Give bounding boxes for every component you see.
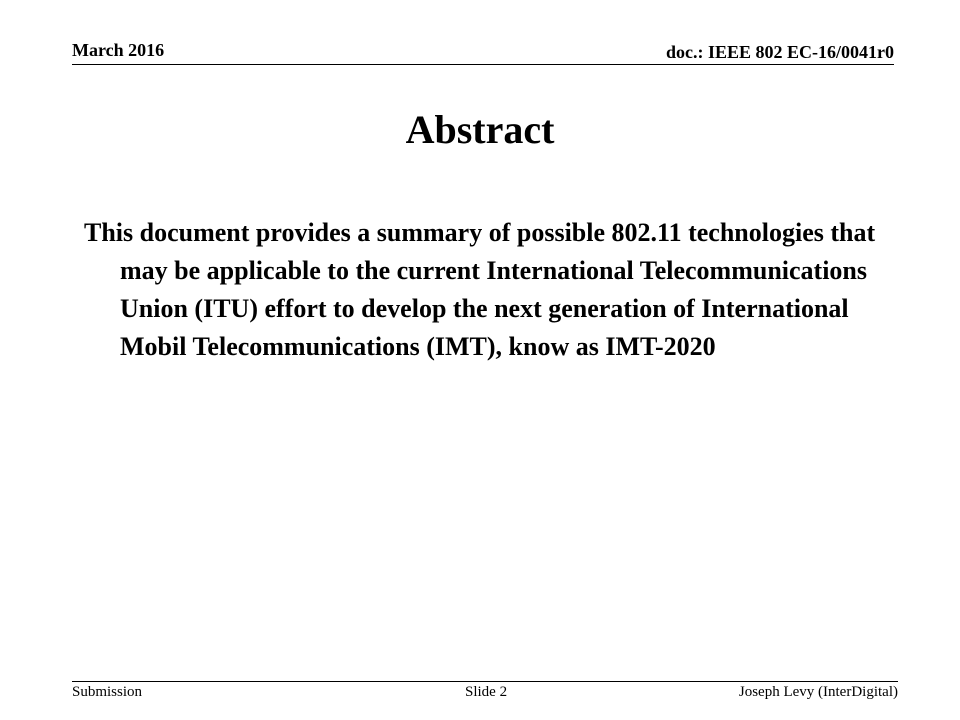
header-date: March 2016 [72,40,165,60]
abstract-body: This document provides a summary of possible 802.11 technologies that may be applicable to the current International Telecommunications Union (ITU) effort to develop the next generation of International Mobil Telecommunications (IMT), know as IMT-2020 [84,218,876,361]
slide-title: Abstract [405,107,555,152]
header-divider [72,64,894,65]
footer-submission: Submission [72,684,143,700]
footer-author: Joseph Levy (InterDigital) [738,684,898,700]
header-doc-id: doc.: IEEE 802 EC-16/0041r0 [665,42,894,62]
footer-slide-number: Slide 2 [465,684,508,700]
footer-divider [72,681,898,682]
